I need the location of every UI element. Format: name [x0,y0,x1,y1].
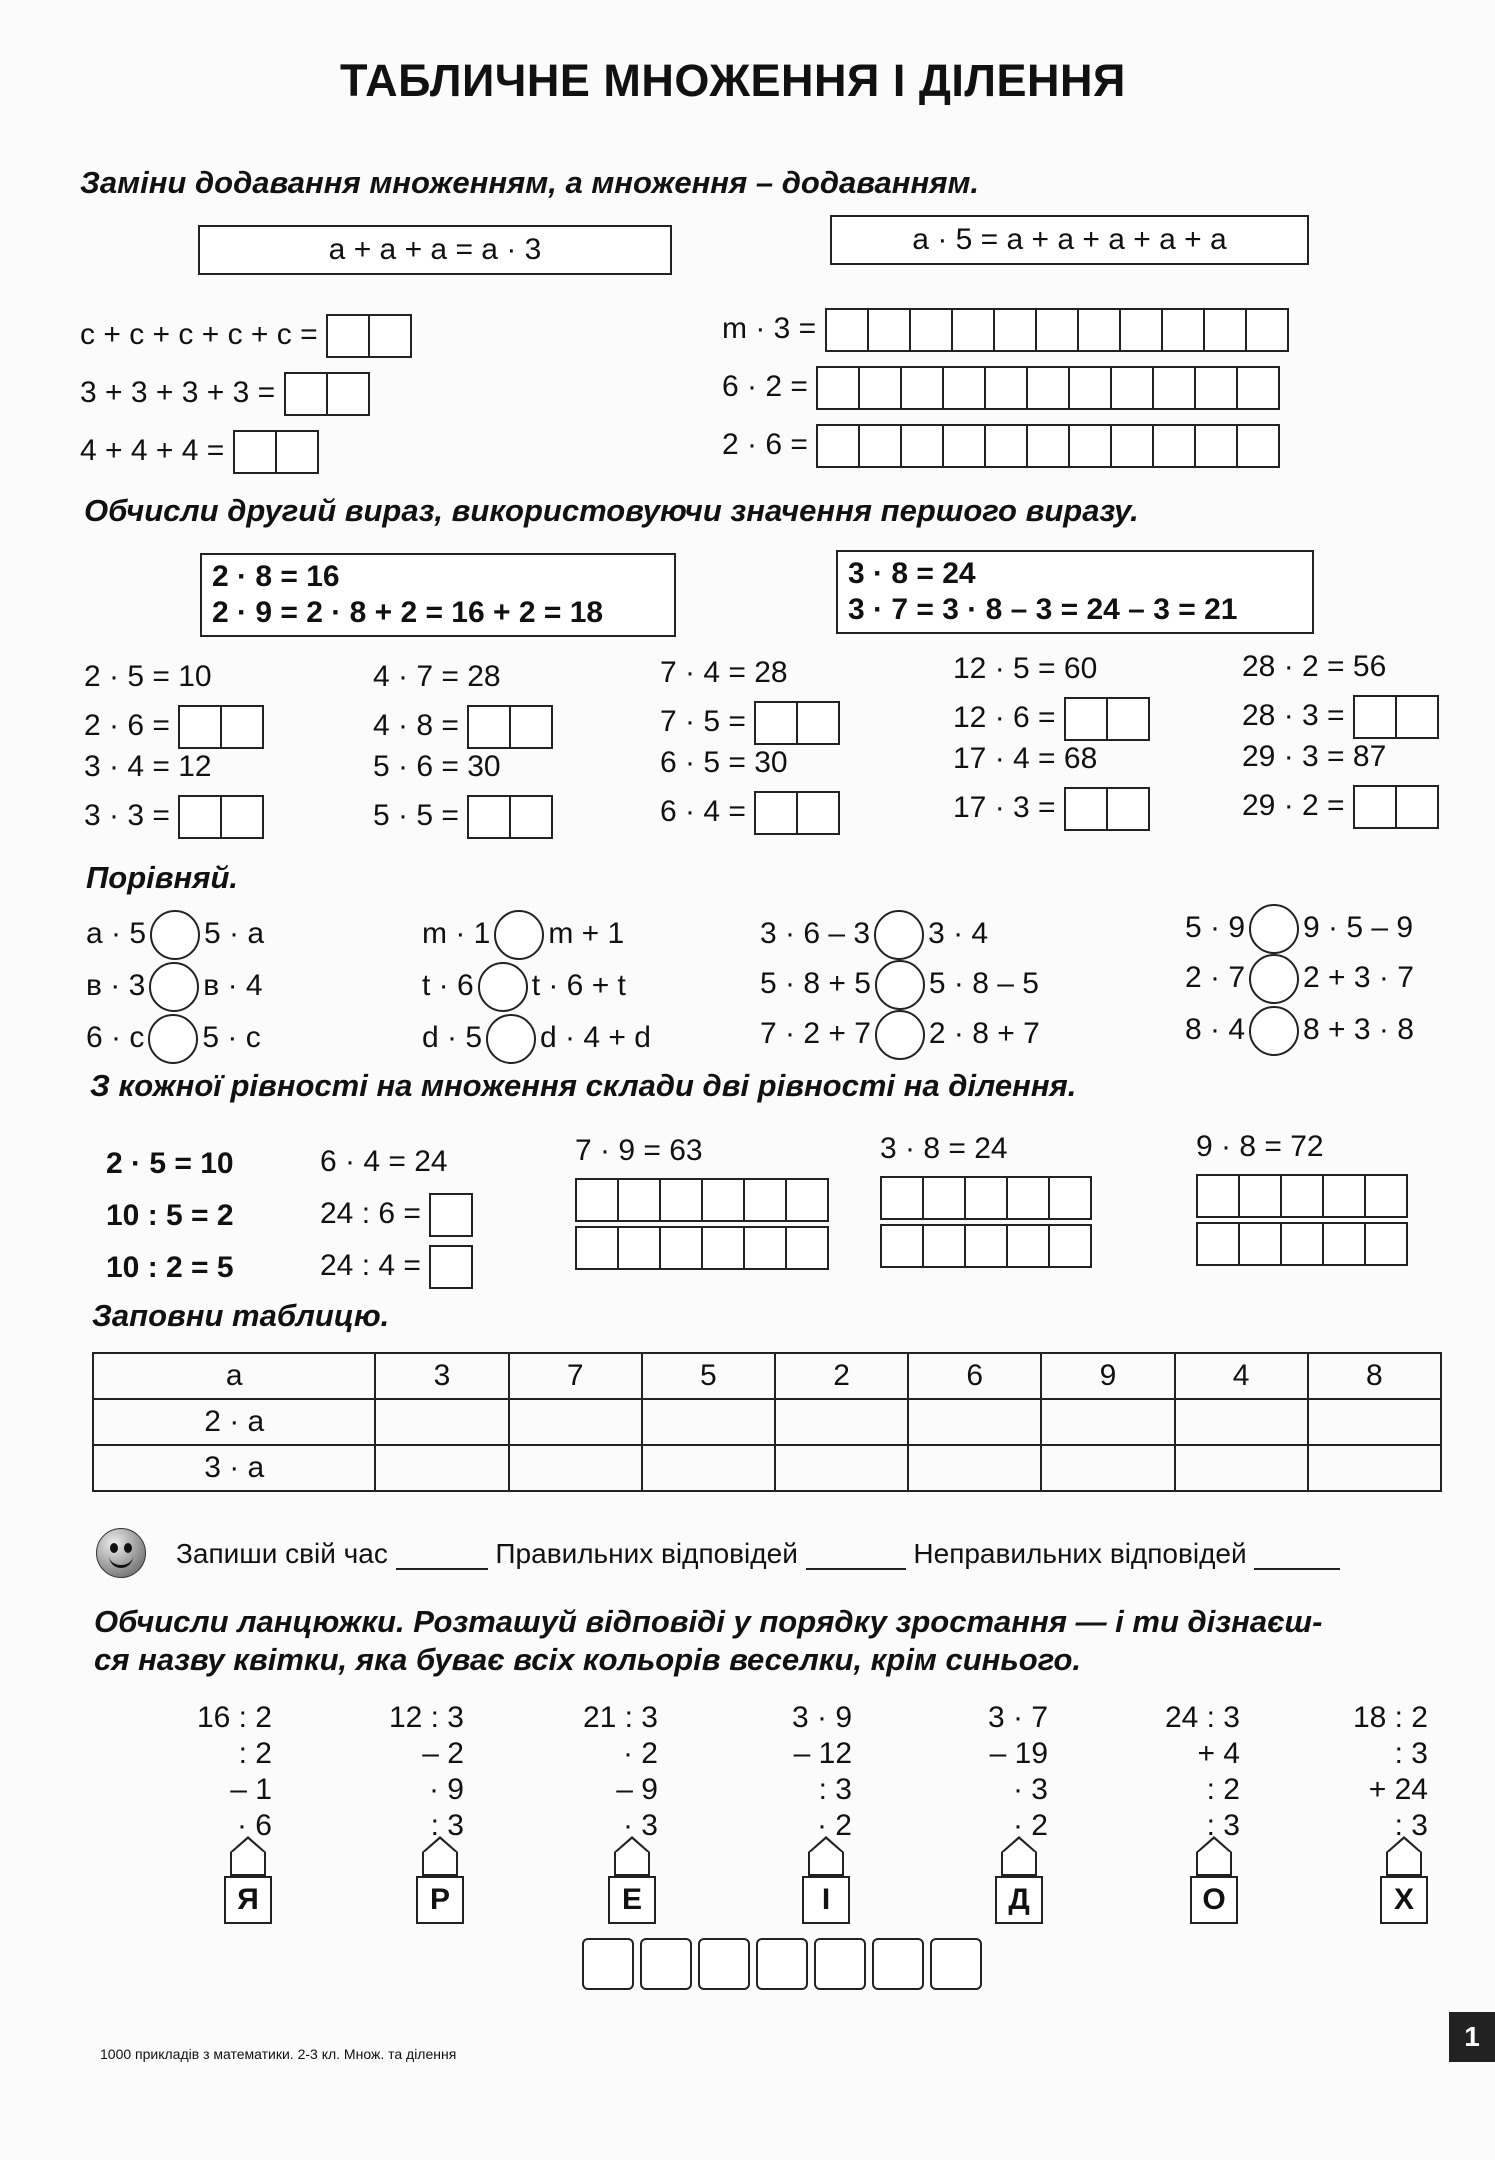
answer-cells[interactable] [1064,697,1150,741]
answer-cells[interactable] [178,795,264,839]
compare-item: a · 5 5 · a [86,910,264,960]
letter-house[interactable]: Х [1380,1836,1428,1924]
answer-cells[interactable] [816,366,1280,410]
exercise-row: 4 + 4 + 4 = [80,430,319,474]
answer-cell[interactable] [1175,1399,1308,1445]
compare-item: d · 5 d · 4 + d [422,1014,651,1064]
footer-text: 1000 прикладів з математики. 2-3 кл. Множ. та ділення [100,2046,457,2062]
chain: 21 : 3 · 2 – 9 · 3 [582,1701,658,1842]
table-row [93,1445,1441,1491]
example-box-left: a + a + a = a · 3 [198,225,672,275]
division-exercise: 6 · 4 = 24 24 : 6 = 24 : 4 = [320,1136,473,1292]
compare-circle[interactable] [150,910,200,960]
answer-cell[interactable] [908,1445,1041,1491]
exercise-col: 12 · 5 = 60 12 · 6 = 17 · 4 = 68 17 · 3 = [953,652,1150,832]
answer-cell[interactable] [642,1445,775,1491]
letter-house[interactable]: О [1190,1836,1238,1924]
chain: 3 · 7 – 19 · 3 · 2 [987,1701,1048,1842]
compare-circle[interactable] [478,962,528,1012]
answer-cells[interactable] [1196,1222,1408,1266]
chain: 24 : 3 + 4 : 2 : 3 [1164,1701,1240,1842]
table-cell: 6 [908,1353,1041,1399]
answer-cells[interactable] [1196,1174,1408,1218]
compare-circle[interactable] [1249,1006,1299,1056]
answer-cell[interactable] [509,1399,642,1445]
example-box-left: 2 · 8 = 16 2 · 9 = 2 · 8 + 2 = 16 + 2 = 18 [200,553,676,637]
compare-item: 6 · c 5 · c [86,1014,261,1064]
answer-cell[interactable] [1041,1399,1174,1445]
section5-heading: Заповни таблицю. [92,1298,390,1333]
answer-cell[interactable] [775,1445,908,1491]
answer-cells[interactable] [467,795,553,839]
answer-cell[interactable] [509,1445,642,1491]
table-row [93,1399,1441,1445]
table-cell: 3 · a [93,1445,375,1491]
multiplication-table [92,1352,1442,1492]
exercise-row: 6 · 2 = [722,366,1280,410]
compare-item: в · 3 в · 4 [86,962,263,1012]
compare-item: 2 · 7 2 + 3 · 7 [1185,954,1414,1004]
answer-cell[interactable] [375,1445,508,1491]
compare-item: 7 · 2 + 7 2 · 8 + 7 [760,1010,1040,1060]
page-number: 1 [1449,2012,1495,2062]
answer-cell[interactable] [1308,1399,1441,1445]
example-box-right: 3 · 8 = 24 3 · 7 = 3 · 8 – 3 = 24 – 3 = 21 [836,550,1314,634]
answer-cell[interactable] [908,1399,1041,1445]
answer-cells[interactable] [1353,695,1439,739]
answer-cells[interactable] [284,372,370,416]
answer-cells[interactable] [1353,785,1439,829]
table-cell: a [93,1353,375,1399]
exercise-col: 4 · 7 = 28 4 · 8 = 5 · 6 = 30 5 · 5 = [373,660,553,840]
answer-cells[interactable] [575,1226,829,1270]
compare-item: 8 · 4 8 + 3 · 8 [1185,1006,1414,1056]
table-cell: 5 [642,1353,775,1399]
answer-cells[interactable] [429,1193,473,1237]
compare-circle[interactable] [486,1014,536,1064]
compare-item: 3 · 6 – 3 3 · 4 [760,910,988,960]
chain: 16 : 2 : 2 – 1 · 6 [196,1701,272,1842]
letter-house[interactable]: І [802,1836,850,1924]
answer-cells[interactable] [754,701,840,745]
correct-blank[interactable] [806,1568,906,1570]
answer-cell[interactable] [642,1399,775,1445]
chain: 12 : 3 – 2 · 9 : 3 [388,1701,464,1842]
exercise-row: c + c + c + c + c = [80,314,412,358]
answer-cells[interactable] [233,430,319,474]
time-line: Запиши свій час Правильних відповідей Неправильних відповідей [176,1538,1340,1570]
division-exercise: 3 · 8 = 24 [880,1132,1092,1268]
answer-cell[interactable] [1175,1445,1308,1491]
answer-cells[interactable] [754,791,840,835]
compare-circle[interactable] [875,960,925,1010]
answer-cell[interactable] [1308,1445,1441,1491]
letter-house[interactable]: Р [416,1836,464,1924]
answer-cells[interactable] [429,1245,473,1289]
letter-house[interactable]: Я [224,1836,272,1924]
incorrect-blank[interactable] [1254,1568,1340,1570]
section6-heading-2: ся назву квітки, яка буває всіх кольорів веселки, крім синього. [94,1642,1082,1677]
example-box-right: a · 5 = a + a + a + a + a [830,215,1309,265]
exercise-row: 3 + 3 + 3 + 3 = [80,372,370,416]
answer-cell[interactable] [775,1399,908,1445]
division-exercise: 7 · 9 = 63 [575,1134,829,1270]
exercise-row: m · 3 = [722,308,1289,352]
page-title: ТАБЛИЧНЕ МНОЖЕННЯ І ДІЛЕННЯ [340,55,1126,106]
section1-heading: Заміни додавання множенням, а множення – додаванням. [80,165,980,200]
compare-circle[interactable] [148,1014,198,1064]
compare-circle[interactable] [875,1010,925,1060]
letter-house[interactable]: Е [608,1836,656,1924]
exercise-row: 2 · 6 = [722,424,1280,468]
section6-heading: Обчисли ланцюжки. Розташуй відповіді у порядку зростання — і ти дізнаєш- [94,1604,1323,1639]
compare-circle[interactable] [149,962,199,1012]
table-cell: 9 [1041,1353,1174,1399]
compare-circle[interactable] [1249,904,1299,954]
answer-cells[interactable] [825,308,1289,352]
answer-cell[interactable] [1041,1445,1174,1491]
compare-circle[interactable] [494,910,544,960]
table-cell: 7 [509,1353,642,1399]
answer-cells[interactable] [467,705,553,749]
compare-item: 5 · 8 + 5 5 · 8 – 5 [760,960,1039,1010]
table-cell: 8 [1308,1353,1441,1399]
compare-item: 5 · 9 9 · 5 – 9 [1185,904,1413,954]
table-cell: 2 · a [93,1399,375,1445]
section2-heading: Обчисли другий вираз, використовуючи значення першого виразу. [84,493,1139,528]
chain: 18 : 2 : 3 + 24 : 3 [1352,1701,1428,1842]
division-exercise: 9 · 8 = 72 [1196,1130,1408,1266]
exercise-col: 28 · 2 = 56 28 · 3 = 29 · 3 = 87 29 · 2 = [1242,650,1439,830]
compare-circle[interactable] [874,910,924,960]
division-example: 2 · 5 = 10 10 : 5 = 2 10 : 2 = 5 [106,1147,234,1284]
answer-cells[interactable] [880,1176,1092,1220]
answer-cells[interactable] [575,1178,829,1222]
compare-circle[interactable] [1249,954,1299,1004]
table-cell: 3 [375,1353,508,1399]
time-blank[interactable] [396,1568,488,1570]
section3-heading: Порівняй. [86,860,239,895]
answer-cells[interactable] [816,424,1280,468]
table-cell: 4 [1175,1353,1308,1399]
compare-item: m · 1 m + 1 [422,910,624,960]
section4-heading: З кожної рівності на множення склади дві рівності на ділення. [90,1068,1077,1103]
answer-cells[interactable] [326,314,412,358]
answer-word-cells[interactable] [582,1938,988,1995]
compare-item: t · 6 t · 6 + t [422,962,626,1012]
chain: 3 · 9 – 12 : 3 · 2 [791,1701,852,1842]
answer-cells[interactable] [1064,787,1150,831]
table-header-row [93,1353,1441,1399]
answer-cells[interactable] [880,1224,1092,1268]
letter-house[interactable]: Д [995,1836,1043,1924]
answer-cells[interactable] [178,705,264,749]
answer-cell[interactable] [375,1399,508,1445]
exercise-col: 7 · 4 = 28 7 · 5 = 6 · 5 = 30 6 · 4 = [660,656,840,836]
table-cell: 2 [775,1353,908,1399]
smiley-icon [96,1528,146,1578]
exercise-col: 2 · 5 = 10 2 · 6 = 3 · 4 = 12 3 · 3 = [84,660,264,840]
